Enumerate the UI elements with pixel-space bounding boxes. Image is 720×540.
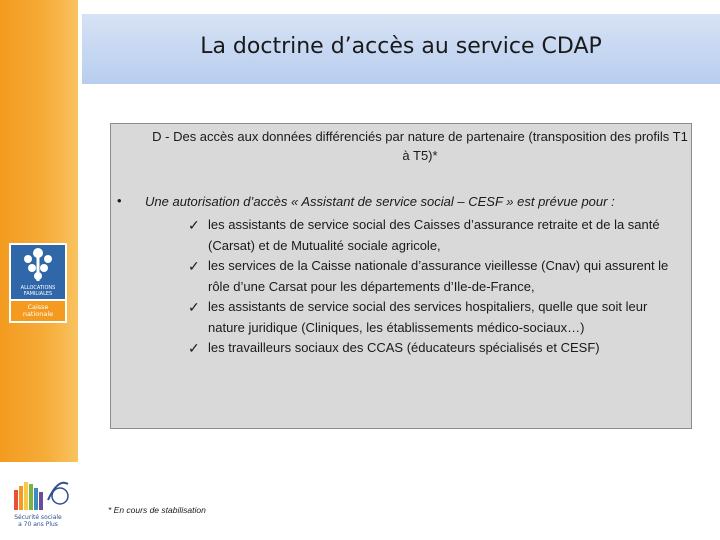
caf-logo-line4: nationale: [22, 310, 54, 318]
bullet-icon: •: [117, 193, 122, 208]
list-item-text: les travailleurs sociaux des CCAS (éducateurs spécialisés et CESF): [208, 340, 600, 355]
family-tree-icon: [11, 245, 65, 285]
securite-sociale-label: Sécurité sociale: [14, 514, 62, 521]
list-item-text: les assistants de service social des Caisses d’assurance retraite et de la santé (Carsat) et de Mutualité sociale agricole,: [208, 217, 660, 253]
caf-logo-line1: ALLOCATIONS: [20, 285, 56, 291]
footnote: * En cours de stabilisation: [108, 505, 206, 515]
securite-sociale-logo: [8, 470, 72, 532]
list-item: [186, 297, 686, 338]
list-item-text: les assistants de service social des services hospitaliers, quelle que soit leur nature juridique (Cliniques, les établissements médico-sociaux…): [208, 299, 648, 335]
caf-logo-line2: FAMILIALES: [23, 291, 53, 297]
securite-sociale-sublabel: a 70 ans Plus: [18, 521, 58, 528]
slide-title: La doctrine d’accès au service CDAP: [200, 34, 602, 59]
list-item: [186, 215, 686, 256]
bullet-intro-text: Une autorisation d’accès « Assistant de service social – CESF » est prévue pour :: [145, 194, 615, 209]
authorized-partners-list: [186, 215, 686, 359]
checkmark-icon: ✓: [188, 258, 200, 274]
checkmark-icon: ✓: [188, 299, 200, 315]
caf-logo-line3: Caisse: [27, 303, 49, 311]
section-heading: D - Des accès aux données différenciés par nature de partenaire (transposition des profils T1 à T5)*: [152, 129, 688, 163]
caf-logo-orange-panel: [11, 301, 65, 321]
caf-logo: [9, 243, 67, 323]
caf-logo-emblem: [11, 245, 65, 299]
list-item: [186, 338, 686, 359]
list-item-text: les services de la Caisse nationale d’assurance vieillesse (Cnav) qui assurent le rôle d’une Carsat pour les départements d’Ile-de-France,: [208, 258, 669, 294]
checkmark-icon: ✓: [188, 217, 200, 233]
securite-sociale-emblem-icon: [8, 470, 72, 514]
checkmark-icon: ✓: [188, 340, 200, 356]
list-item: [186, 256, 686, 297]
